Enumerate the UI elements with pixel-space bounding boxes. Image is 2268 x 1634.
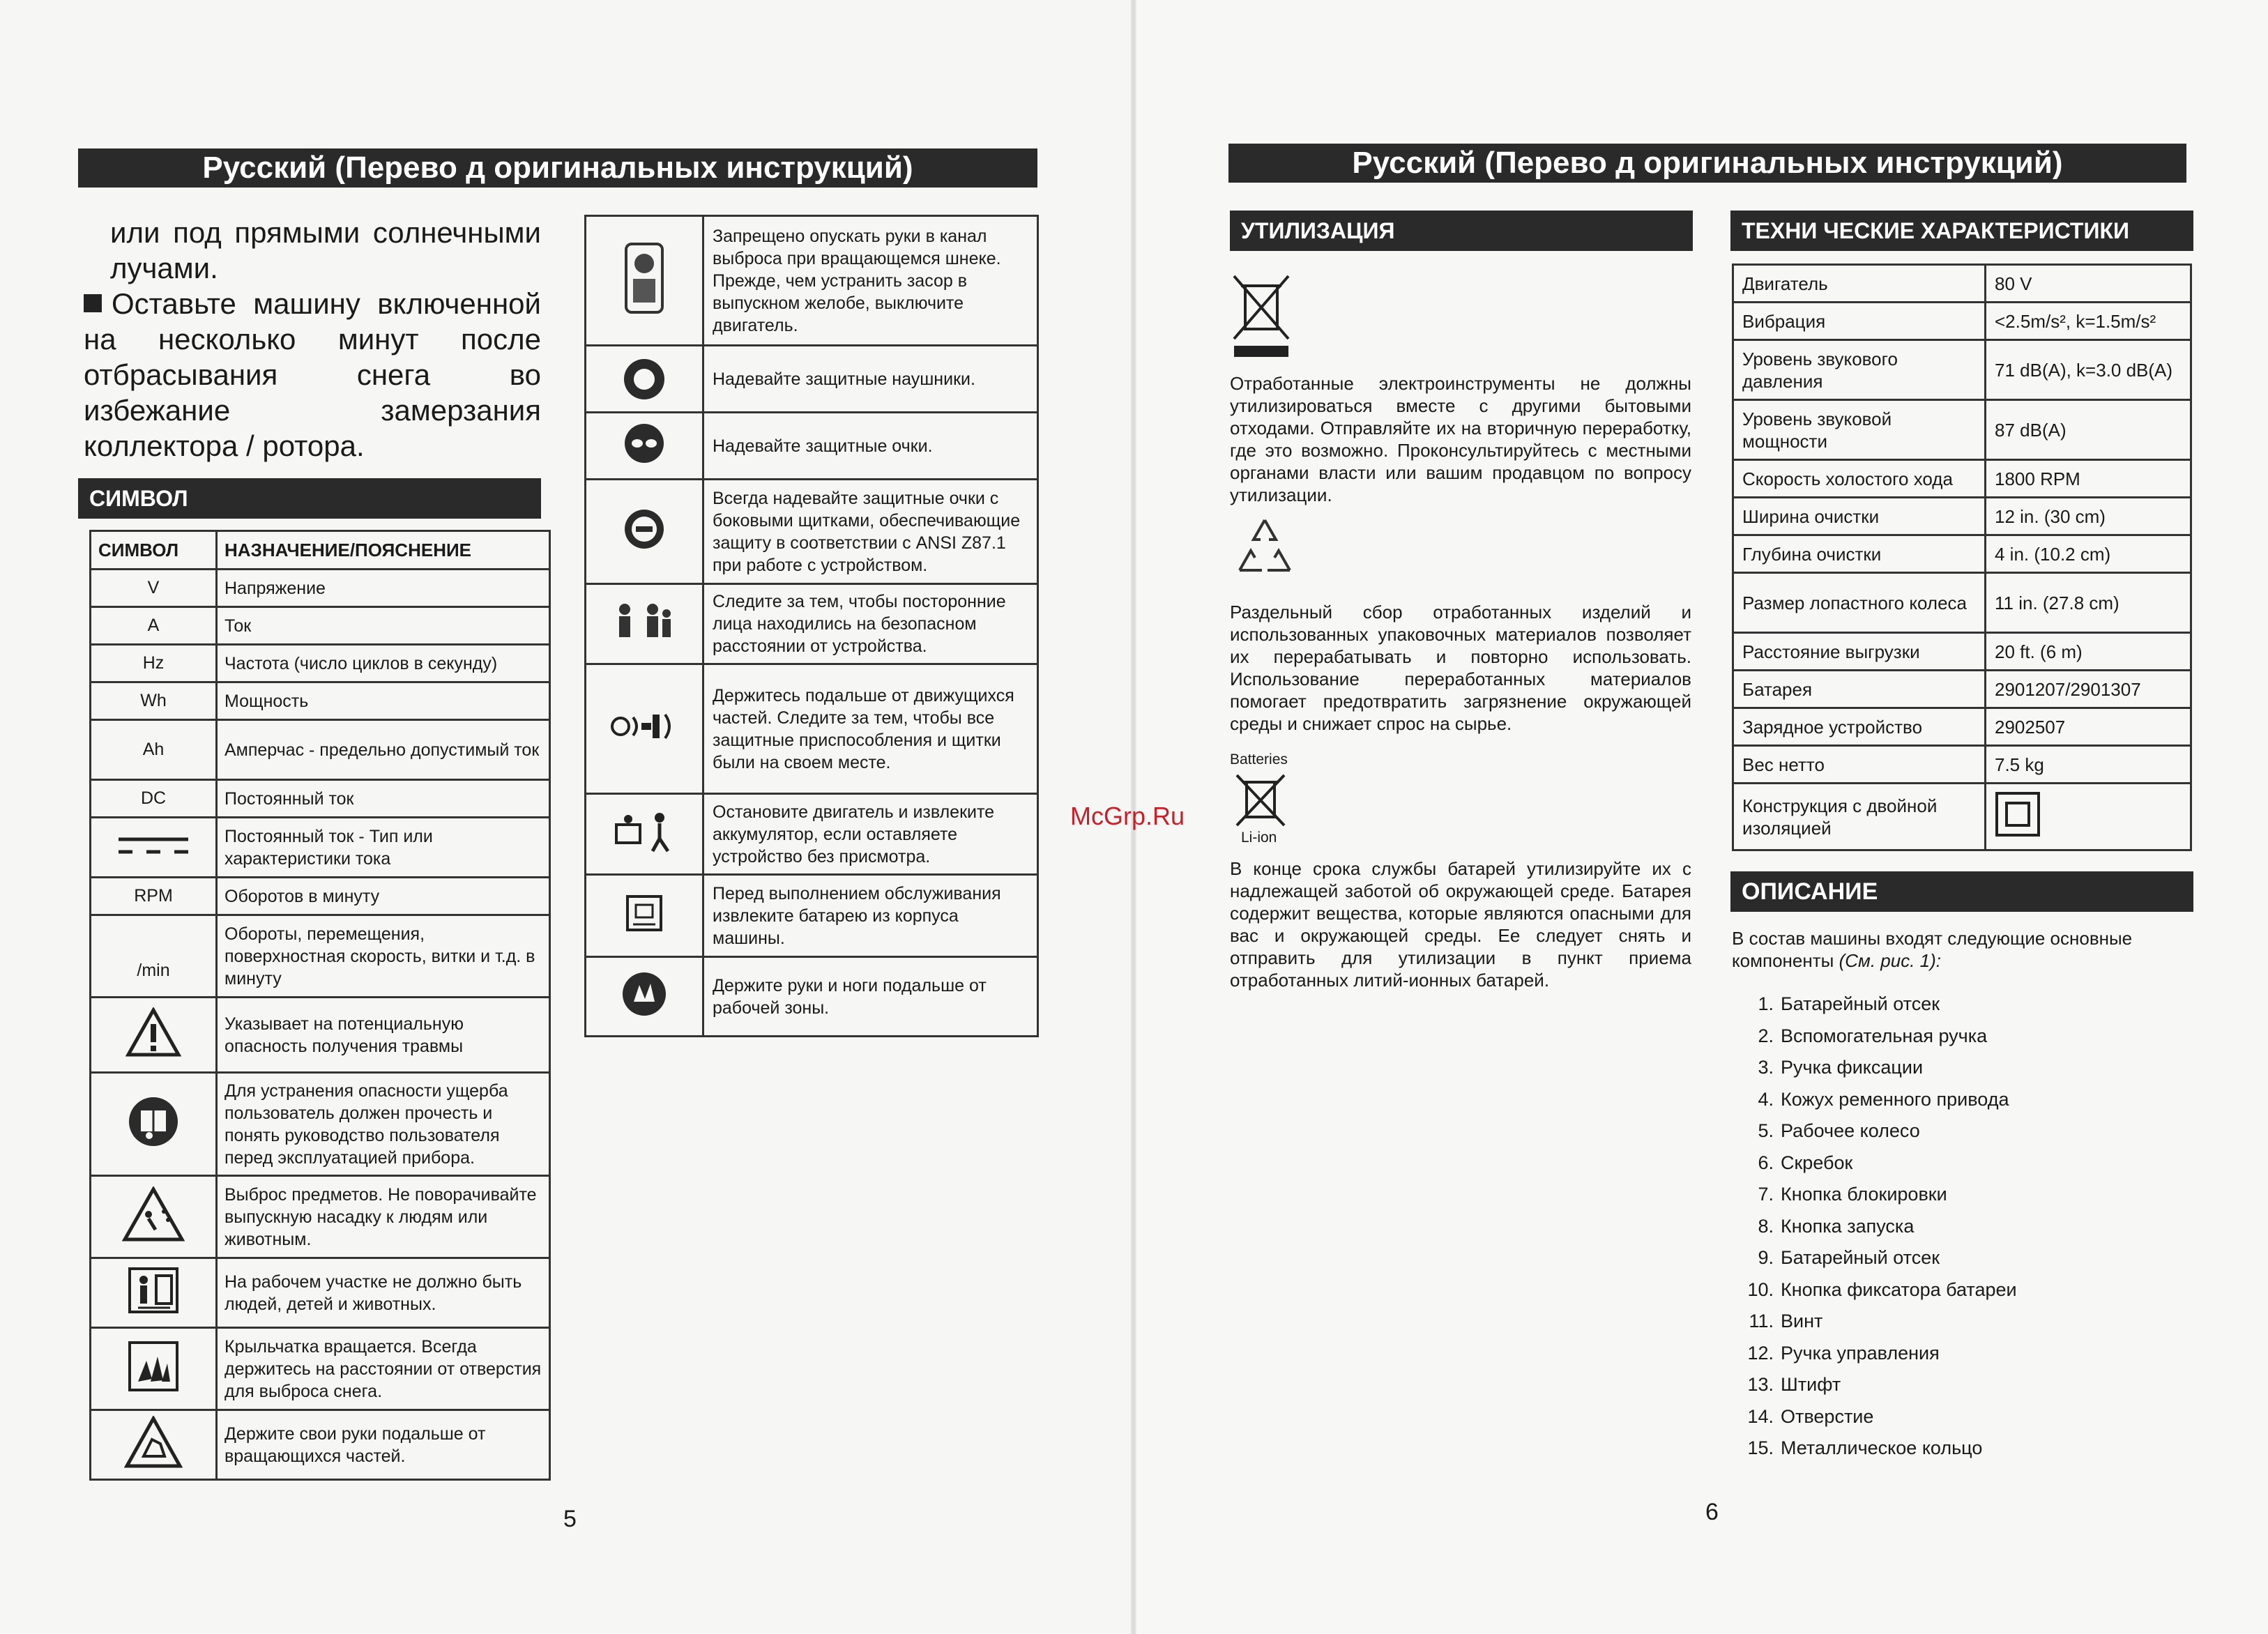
intro-text xyxy=(84,215,541,464)
list-item: 4. Кожух ременного привода xyxy=(1758,1088,2009,1110)
warning-desc: Держитесь подальше от движущихся частей. Следите за тем, чтобы все защитные приспособления и щитки были на своем месте. xyxy=(703,664,1038,794)
symbol-desc: Амперчас - предельно допустимый ток xyxy=(217,720,550,780)
page-number-left: 5 xyxy=(563,1506,577,1532)
intro-bullet xyxy=(84,286,541,464)
spec-key: Уровень звуковой мощности xyxy=(1733,400,1986,460)
dc-current-icon xyxy=(115,831,192,859)
warning-desc: Держите руки и ноги подальше от рабочей зоны. xyxy=(703,957,1038,1037)
symbol-desc: Держите свои руки подальше от вращающихся частей. xyxy=(217,1410,550,1480)
spec-key: Скорость холостого хода xyxy=(1733,460,1986,498)
spec-value: 2901207/2901307 xyxy=(1986,671,2191,708)
symbol-section-header: СИМВОЛ xyxy=(78,478,541,519)
thrown-objects-icon xyxy=(122,1186,185,1242)
components-list xyxy=(1740,988,2017,1465)
specs-section-header: ТЕХНИ ЧЕСКИЕ ХАРАКТЕРИСТИКИ xyxy=(1730,211,2193,251)
list-item: 6. Скребок xyxy=(1758,1152,1853,1173)
rotating-impeller-icon xyxy=(127,1340,180,1393)
description-intro xyxy=(1732,927,2193,972)
spec-key: Конструкция с двойной изоляцией xyxy=(1733,784,1986,850)
symbol-desc: Частота (число циклов в секунду) xyxy=(217,645,550,682)
symbol-cell xyxy=(91,1073,217,1176)
spec-value: 71 dB(A), k=3.0 dB(A) xyxy=(1986,340,2191,400)
spec-value: 2902507 xyxy=(1986,708,2191,746)
page-number-right: 6 xyxy=(1705,1499,1719,1525)
spec-key: Глубина очистки xyxy=(1733,535,1986,573)
icon-cell xyxy=(586,957,703,1037)
symbol-cell: DC xyxy=(91,780,217,818)
disposal-text-1 xyxy=(1230,372,1691,506)
symbol-cell xyxy=(91,1410,217,1480)
spec-value: 80 V xyxy=(1986,265,2191,303)
symbol-cell xyxy=(91,1328,217,1410)
warning-desc: Запрещено опускать руки в канал выброса при вращающемся шнеке. Прежде, чем устранить засор в выпускном желобе, выключите двигатель. xyxy=(703,216,1038,346)
battery-bin-icon xyxy=(1233,772,1288,828)
spec-value: 12 in. (30 cm) xyxy=(1986,498,2191,535)
list-item: 10. Кнопка фиксатора батареи xyxy=(1747,1278,2017,1300)
read-manual-icon xyxy=(127,1095,180,1148)
symbol-cell xyxy=(91,1258,217,1328)
intro-line: или под прямыми солнечными лучами. xyxy=(110,216,541,284)
keep-hands-feet-away-icon xyxy=(621,971,667,1017)
symbol-desc: Мощность xyxy=(217,682,550,720)
moving-parts-guards-icon xyxy=(609,709,679,744)
symbol-desc: Крыльчатка вращается. Всегда держитесь на расстоянии от отверстия для выброса снега. xyxy=(217,1328,550,1410)
icon-cell xyxy=(586,875,703,957)
no-hands-chute-icon xyxy=(619,240,669,316)
warning-icons-table xyxy=(584,215,1039,1037)
spec-key: Зарядное устройство xyxy=(1733,708,1986,746)
warning-desc: Надевайте защитные очки. xyxy=(703,413,1038,480)
list-item: 15. Металлическое кольцо xyxy=(1747,1437,1983,1458)
spec-key: Батарея xyxy=(1733,671,1986,708)
spec-key: Двигатель xyxy=(1733,265,1986,303)
list-item: 9. Батарейный отсек xyxy=(1758,1247,1940,1268)
symbol-cell: Hz xyxy=(91,645,217,682)
spec-value: 7.5 kg xyxy=(1986,746,2191,784)
spec-key: Вес нетто xyxy=(1733,746,1986,784)
symbol-cell: Wh xyxy=(91,682,217,720)
symbol-desc: Обороты, перемещения, поверхностная скорость, витки и т.д. в минуту xyxy=(217,915,550,998)
symbol-cell: /min xyxy=(91,915,217,998)
icon-cell xyxy=(586,216,703,346)
warning-desc: Перед выполнением обслуживания извлеките батарею из корпуса машины. xyxy=(703,875,1038,957)
spec-key: Расстояние выгрузки xyxy=(1733,633,1986,671)
spec-value xyxy=(1986,784,2191,850)
icon-cell xyxy=(586,584,703,664)
disposal-text-2 xyxy=(1230,601,1691,735)
symbol-cell: V xyxy=(91,570,217,607)
symbol-desc: Постоянный ток xyxy=(217,780,550,818)
bystanders-distance-icon xyxy=(611,600,678,644)
spec-key: Размер лопастного колеса xyxy=(1733,573,1986,633)
list-item: 3. Ручка фиксации xyxy=(1758,1057,1924,1078)
batteries-label: Batteries xyxy=(1230,751,1288,768)
symbol-cell: RPM xyxy=(91,878,217,915)
spec-key: Уровень звукового давления xyxy=(1733,340,1986,400)
ear-protection-icon xyxy=(624,359,664,399)
warning-desc: Остановите двигатель и извлеките аккумулятор, если оставляете устройство без присмотра. xyxy=(703,794,1038,875)
list-item: 1. Батарейный отсек xyxy=(1758,993,1940,1014)
list-item: 7. Кнопка блокировки xyxy=(1758,1184,1947,1205)
symbol-cell xyxy=(91,998,217,1073)
remove-battery-service-icon xyxy=(623,892,665,934)
spec-value: 20 ft. (6 m) xyxy=(1986,633,2191,671)
spec-value: <2.5m/s², k=1.5m/s² xyxy=(1986,303,2191,340)
disposal-paragraph-2: Раздельный сбор отработанных изделий и использованных упаковочных материалов позволяет их перерабатывать и повторно использовать. Использование переработанных материалов помогает предотвратить загрязнение окружающей среды и снижает спрос на сырье. xyxy=(1230,602,1691,734)
symbol-column-header: СИМВОЛ xyxy=(91,531,217,570)
bullet-square-icon xyxy=(84,294,102,312)
specs-table xyxy=(1732,264,2192,851)
icon-cell xyxy=(586,664,703,794)
description-intro-text: В состав машины входят следующие основные компоненты xyxy=(1732,928,2133,971)
description-section-header: ОПИСАНИЕ xyxy=(1730,871,2193,912)
icon-cell xyxy=(586,346,703,413)
warning-desc: Всегда надевайте защитные очки с боковыми щитками, обеспечивающие защиту в соответствии с ANSI Z87.1 при работе с устройством. xyxy=(703,480,1038,584)
eye-protection-icon xyxy=(623,422,665,464)
spec-key: Ширина очистки xyxy=(1733,498,1986,535)
spec-value: 11 in. (27.8 cm) xyxy=(1986,573,2191,633)
disposal-paragraph-1: Отработанные электроинструменты не должны утилизироваться вместе с другими бытовыми отходами. Отправляйте их на вторичную переработку, где это возможно. Проконсультируйтесь с местными органами власти или вашим продавцом по вопросу утилизации. xyxy=(1230,373,1691,505)
symbol-table xyxy=(89,530,551,1481)
icon-cell xyxy=(586,480,703,584)
warning-desc: Надевайте защитные наушники. xyxy=(703,346,1038,413)
disposal-text-3 xyxy=(1230,857,1691,991)
spec-value: 1800 RPM xyxy=(1986,460,2191,498)
double-insulation-icon xyxy=(1995,791,2041,837)
symbol-desc: Ток xyxy=(217,607,550,645)
description-figure-ref: (См. рис. 1): xyxy=(1839,950,1941,971)
list-item: 13. Штифт xyxy=(1747,1374,1841,1395)
symbol-desc: Выброс предметов. Не поворачивайте выпускную насадку к людям или животным. xyxy=(217,1176,550,1258)
keep-bystanders-away-icon xyxy=(127,1266,180,1315)
spec-key: Вибрация xyxy=(1733,303,1986,340)
left-page-banner: Русский (Перево д оригинальных инструкций) xyxy=(78,148,1037,188)
symbol-desc: Указывает на потенциальную опасность получения травмы xyxy=(217,998,550,1073)
symbol-desc: На рабочем участке не должно быть людей, детей и животных. xyxy=(217,1258,550,1328)
symbol-desc: Оборотов в минуту xyxy=(217,878,550,915)
li-ion-label: Li-ion xyxy=(1241,830,1277,846)
remove-battery-unattended-icon xyxy=(611,809,678,854)
warning-desc: Следите за тем, чтобы посторонние лица находились на безопасном расстоянии от устройства. xyxy=(703,584,1038,664)
watermark: McGrp.Ru xyxy=(1070,802,1185,830)
list-item: 14. Отверстие xyxy=(1747,1405,1874,1427)
disposal-section-header: УТИЛИЗАЦИЯ xyxy=(1230,211,1693,251)
intro-bullet-text: Оставьте машину включенной на несколько минут после отбрасывания снега во избежание замерзания коллектора / ротора. xyxy=(84,287,541,462)
crossed-bin-icon xyxy=(1230,272,1293,358)
warning-triangle-icon xyxy=(125,1007,181,1057)
symbol-desc: Напряжение xyxy=(217,570,550,607)
icon-cell xyxy=(586,413,703,480)
symbol-desc: Для устранения опасности ущерба пользователь должен прочесть и понять руководство пользователя перед эксплуатацией прибора. xyxy=(217,1073,550,1176)
meaning-column-header: НАЗНАЧЕНИЕ/ПОЯСНЕНИЕ xyxy=(217,531,550,570)
symbol-cell: A xyxy=(91,607,217,645)
list-item: 5. Рабочее колесо xyxy=(1758,1120,1920,1141)
symbol-cell xyxy=(91,818,217,878)
symbol-cell: Ah xyxy=(91,720,217,780)
list-item: 11. Винт xyxy=(1749,1311,1823,1331)
right-page-banner: Русский (Перево д оригинальных инструкций) xyxy=(1228,144,2186,183)
safety-glasses-icon xyxy=(623,508,665,550)
symbol-desc: Постоянный ток - Тип или характеристики тока xyxy=(217,818,550,878)
list-item: 2. Вспомогательная ручка xyxy=(1758,1025,1988,1046)
spec-value: 87 dB(A) xyxy=(1986,400,2191,460)
hand-rotating-parts-icon xyxy=(124,1416,183,1469)
spec-value: 4 in. (10.2 cm) xyxy=(1986,535,2191,573)
list-item: 8. Кнопка запуска xyxy=(1758,1215,1915,1237)
list-item: 12. Ручка управления xyxy=(1747,1342,1940,1364)
icon-cell xyxy=(586,794,703,875)
recycle-icon xyxy=(1230,514,1300,577)
symbol-cell xyxy=(91,1176,217,1258)
disposal-paragraph-3: В конце срока службы батарей утилизируйте их с надлежащей заботой об окружающей среде. Батарея содержит вещества, которые являются опасными для вас и окружающей среды. Ее следует снять и отправить для утилизации в пункт приема отработанных литий-ионных батарей. xyxy=(1230,858,1691,991)
